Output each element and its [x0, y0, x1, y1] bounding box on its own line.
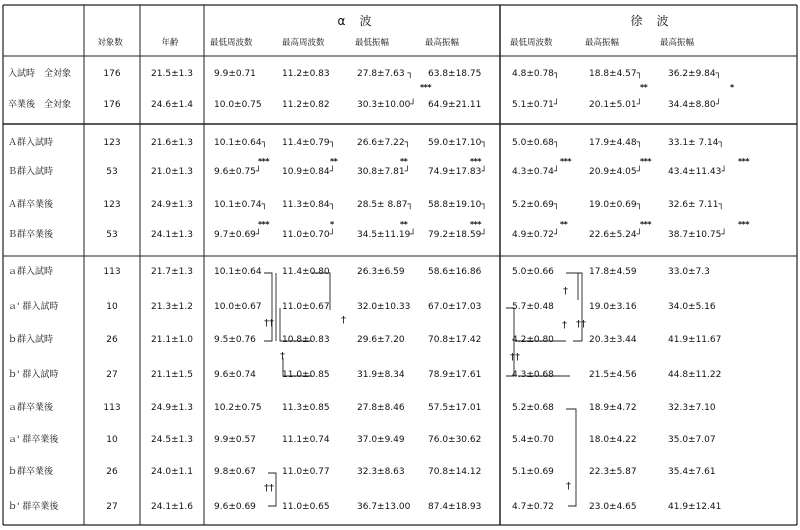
row-label: Ａ群入試時 — [8, 138, 54, 148]
cell-count: 176 — [103, 100, 121, 110]
header-alpha: α 波 — [337, 14, 373, 28]
cell-value: 37.0±9.49 — [357, 435, 405, 445]
significance-mark: * — [330, 220, 334, 229]
cell-value: 5.2±0.68 — [512, 403, 554, 413]
dagger-mark: † — [341, 315, 346, 326]
cell-value: 27.8±8.46 — [357, 403, 405, 413]
cell-count: 123 — [103, 138, 121, 148]
cell-count: 113 — [103, 403, 121, 413]
cell-value: 70.8±17.42 — [428, 335, 482, 345]
cell-age: 24.9±1.3 — [151, 200, 193, 210]
cell-age: 21.1±1.5 — [151, 370, 193, 380]
significance-mark: ** — [330, 157, 338, 166]
cell-value: 5.0±0.66 — [512, 267, 554, 277]
cell-value: 18.8±4.57┐ — [589, 69, 643, 79]
cell-value: 36.7±13.00 — [357, 502, 411, 512]
row-label: ａ' 群卒業後 — [8, 435, 59, 445]
cell-value: 32.0±10.33 — [357, 302, 411, 312]
cell-value: 11.2±0.83 — [282, 69, 330, 79]
cell-value: 9.6±0.74 — [214, 370, 256, 380]
cell-age: 21.7±1.3 — [151, 267, 193, 277]
cell-value: 5.1±0.71┘ — [512, 100, 560, 110]
cell-value: 44.8±11.22 — [668, 370, 722, 380]
cell-value: 59.0±17.10┐ — [428, 138, 487, 148]
significance-mark: *** — [738, 220, 750, 229]
cell-value: 9.6±0.75┘ — [214, 167, 262, 177]
cell-value: 58.6±16.86 — [428, 267, 482, 277]
cell-value: 10.1±0.74┐ — [214, 200, 268, 210]
cell-age: 24.9±1.3 — [151, 403, 193, 413]
cell-value: 11.3±0.84┐ — [282, 200, 336, 210]
dagger-mark: † — [562, 320, 567, 331]
cell-value: 4.8±0.78┐ — [512, 69, 560, 79]
cell-age: 24.1±1.6 — [151, 502, 193, 512]
cell-value: 11.1±0.74 — [282, 435, 330, 445]
cell-value: 63.8±18.75 — [428, 69, 482, 79]
cell-value: 35.0±7.07 — [668, 435, 716, 445]
significance-mark: *** — [258, 220, 270, 229]
cell-value: 5.2±0.69┐ — [512, 200, 560, 210]
significance-mark: * — [730, 83, 734, 92]
cell-age: 21.6±1.3 — [151, 138, 193, 148]
cell-value: 9.5±0.76 — [214, 335, 256, 345]
cell-count: 10 — [106, 302, 118, 312]
header-alpha-col: 最高振幅 — [425, 38, 460, 48]
significance-mark: *** — [640, 157, 652, 166]
cell-value: 11.0±0.65 — [282, 502, 330, 512]
cell-value: 32.3±7.10 — [668, 403, 716, 413]
cell-value: 4.7±0.72 — [512, 502, 554, 512]
cell-value: 21.5±4.56 — [589, 370, 637, 380]
dagger-mark: †† — [264, 318, 274, 329]
cell-value: 34.4±8.80┘ — [668, 100, 722, 110]
comparison-bracket — [264, 273, 272, 341]
cell-value: 58.8±19.10┐ — [428, 200, 487, 210]
dagger-mark: †† — [576, 319, 586, 330]
significance-mark: ** — [640, 83, 648, 92]
cell-value: 23.0±4.65 — [589, 502, 637, 512]
significance-mark: ** — [560, 220, 568, 229]
cell-value: 9.7±0.69┘ — [214, 230, 262, 240]
cell-value: 5.7±0.48 — [512, 302, 554, 312]
cell-value: 10.2±0.75 — [214, 403, 262, 413]
cell-value: 20.1±5.01┘ — [589, 100, 643, 110]
row-label: Ｂ群入試時 — [8, 167, 54, 177]
cell-value: 10.0±0.75 — [214, 100, 262, 110]
header-alpha-col: 最高周波数 — [282, 38, 325, 48]
cell-value: 26.3±6.59 — [357, 267, 405, 277]
cell-value: 38.7±10.75┘ — [668, 230, 727, 240]
cell-value: 9.8±0.67 — [214, 467, 256, 477]
cell-value: 41.9±12.41 — [668, 502, 722, 512]
cell-value: 36.2±9.84┐ — [668, 69, 722, 79]
cell-value: 41.9±11.67 — [668, 335, 722, 345]
cell-value: 5.1±0.69 — [512, 467, 554, 477]
header-slow-col: 最低周波数 — [510, 38, 553, 48]
cell-value: 19.0±3.16 — [589, 302, 637, 312]
cell-value: 34.5±11.19┘ — [357, 230, 416, 240]
cell-value: 4.2±0.80 — [512, 335, 554, 345]
header-alpha-col: 最低周波数 — [210, 38, 253, 48]
cell-value: 17.9±4.48┐ — [589, 138, 643, 148]
dagger-mark: †† — [264, 483, 274, 494]
cell-value: 67.0±17.03 — [428, 302, 482, 312]
cell-value: 9.9±0.71 — [214, 69, 256, 79]
cell-value: 43.4±11.43┘ — [668, 167, 727, 177]
cell-value: 10.1±0.64┐ — [214, 138, 268, 148]
dagger-mark: †† — [510, 352, 520, 363]
cell-value: 30.3±10.00┘ — [357, 100, 416, 110]
significance-mark: *** — [420, 83, 432, 92]
cell-age: 24.6±1.4 — [151, 100, 193, 110]
cell-value: 5.0±0.68┐ — [512, 138, 560, 148]
cell-value: 11.4±0.79┐ — [282, 138, 336, 148]
cell-count: 26 — [106, 467, 118, 477]
row-label: 卒業後 全対象 — [8, 100, 72, 110]
cell-value: 34.0±5.16 — [668, 302, 716, 312]
significance-mark: *** — [560, 157, 572, 166]
cell-value: 11.3±0.85 — [282, 403, 330, 413]
cell-value: 29.6±7.20 — [357, 335, 405, 345]
cell-age: 24.0±1.1 — [151, 467, 193, 477]
cell-value: 35.4±7.61 — [668, 467, 716, 477]
cell-value: 11.0±0.70┘ — [282, 230, 336, 240]
cell-value: 27.8±7.63 ┐ — [357, 69, 413, 79]
cell-count: 53 — [106, 167, 118, 177]
cell-value: 10.0±0.67 — [214, 302, 262, 312]
cell-count: 123 — [103, 200, 121, 210]
cell-value: 5.4±0.70 — [512, 435, 554, 445]
cell-value: 20.9±4.05┘ — [589, 167, 643, 177]
cell-value: 78.9±17.61 — [428, 370, 482, 380]
row-label: ｂ群入試時 — [8, 335, 54, 345]
cell-value: 33.1± 7.14┐ — [668, 138, 724, 148]
cell-value: 11.0±0.77 — [282, 467, 330, 477]
cell-value: 28.5± 8.87┐ — [357, 200, 413, 210]
cell-value: 17.8±4.59 — [589, 267, 637, 277]
cell-value: 33.0±7.3 — [668, 267, 710, 277]
cell-value: 32.6± 7.11┐ — [668, 200, 724, 210]
cell-value: 87.4±18.93 — [428, 502, 482, 512]
cell-age: 21.1±1.0 — [151, 335, 193, 345]
cell-value: 57.5±17.01 — [428, 403, 482, 413]
cell-value: 74.9±17.83┘ — [428, 167, 487, 177]
cell-age: 24.1±1.3 — [151, 230, 193, 240]
cell-value: 10.9±0.84┘ — [282, 167, 336, 177]
row-label: ａ群卒業後 — [8, 403, 54, 413]
cell-count: 113 — [103, 267, 121, 277]
cell-value: 4.3±0.74┘ — [512, 167, 560, 177]
cell-value: 22.6±5.24┘ — [589, 230, 643, 240]
cell-value: 4.3±0.68 — [512, 370, 554, 380]
cell-value: 64.9±21.11 — [428, 100, 482, 110]
cell-value: 10.8±0.83 — [282, 335, 330, 345]
cell-value: 18.9±4.72 — [589, 403, 637, 413]
cell-value: 20.3±3.44 — [589, 335, 637, 345]
row-label: ｂ' 群卒業後 — [8, 502, 59, 512]
significance-mark: *** — [640, 220, 652, 229]
significance-mark: ** — [400, 220, 408, 229]
row-label: ｂ' 群入試時 — [8, 370, 59, 380]
row-label: Ｂ群卒業後 — [8, 230, 54, 240]
cell-value: 76.0±30.62 — [428, 435, 482, 445]
cell-count: 10 — [106, 435, 118, 445]
header-slow: 徐 波 — [630, 14, 670, 28]
row-label: Ａ群卒業後 — [8, 200, 54, 210]
cell-value: 18.0±4.22 — [589, 435, 637, 445]
cell-age: 24.5±1.3 — [151, 435, 193, 445]
significance-mark: ** — [400, 157, 408, 166]
cell-age: 21.3±1.2 — [151, 302, 193, 312]
row-label: ｂ群卒業後 — [8, 467, 54, 477]
cell-count: 27 — [106, 370, 118, 380]
dagger-mark: † — [563, 286, 568, 297]
cell-value: 11.4±0.80 — [282, 267, 330, 277]
header-age: 年齢 — [161, 38, 179, 48]
cell-value: 9.9±0.57 — [214, 435, 256, 445]
cell-age: 21.0±1.3 — [151, 167, 193, 177]
dagger-mark: † — [566, 481, 571, 492]
cell-value: 9.6±0.69 — [214, 502, 256, 512]
cell-value: 31.9±8.34 — [357, 370, 405, 380]
cell-value: 70.8±14.12 — [428, 467, 482, 477]
cell-age: 21.5±1.3 — [151, 69, 193, 79]
cell-value: 79.2±18.59┘ — [428, 230, 487, 240]
header-alpha-col: 最低振幅 — [355, 38, 390, 48]
comparison-bracket — [566, 273, 582, 341]
row-label: ａ' 群入試時 — [8, 302, 59, 312]
cell-value: 22.3±5.87 — [589, 467, 637, 477]
row-label: ａ群入試時 — [8, 267, 54, 277]
cell-value: 11.2±0.82 — [282, 100, 330, 110]
header-slow-col: 最高振幅 — [585, 38, 620, 48]
cell-value: 11.0±0.67 — [282, 302, 330, 312]
cell-value: 26.6±7.22┐ — [357, 138, 411, 148]
significance-mark: *** — [470, 220, 482, 229]
significance-mark: *** — [258, 157, 270, 166]
cell-count: 26 — [106, 335, 118, 345]
cell-count: 176 — [103, 69, 121, 79]
cell-value: 30.8±7.81┘ — [357, 167, 411, 177]
cell-count: 27 — [106, 502, 118, 512]
dagger-mark: † — [280, 351, 285, 362]
cell-value: 32.3±8.63 — [357, 467, 405, 477]
cell-value: 11.0±0.85 — [282, 370, 330, 380]
cell-value: 19.0±0.69┐ — [589, 200, 643, 210]
significance-mark: *** — [470, 157, 482, 166]
row-label: 入試時 全対象 — [8, 69, 72, 79]
header-slow-col: 最高振幅 — [660, 38, 695, 48]
cell-value: 4.9±0.72┘ — [512, 230, 560, 240]
cell-value: 10.1±0.64 — [214, 267, 262, 277]
cell-count: 53 — [106, 230, 118, 240]
header-count: 対象数 — [97, 38, 123, 48]
significance-mark: *** — [738, 157, 750, 166]
